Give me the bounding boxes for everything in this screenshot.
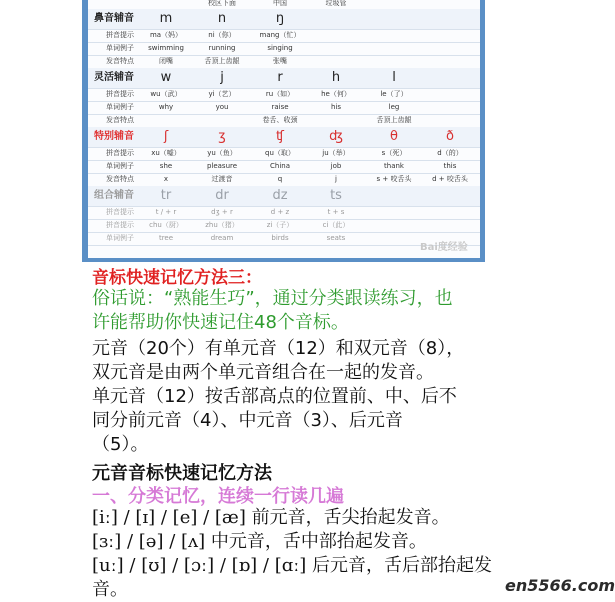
- body-line: （5）。: [92, 434, 149, 455]
- phonetic-symbol: j: [220, 70, 224, 85]
- table-cell: yu（鱼）: [207, 149, 237, 157]
- phonetic-symbol: l: [392, 70, 396, 85]
- group-label: 特别辅音: [94, 131, 134, 142]
- phonetic-symbol: w: [160, 70, 172, 85]
- table-cell: s（死）: [381, 149, 407, 157]
- vowel-line: [ɜː] / [ə] / [ʌ] 中元音，舌中部抬起发音。: [92, 531, 427, 552]
- row-label: 发音特点: [106, 175, 134, 183]
- heading-method-three: 音标快速记忆方法三：: [92, 268, 262, 288]
- table-row: [88, 114, 480, 128]
- group-label: 鼻音辅音: [94, 13, 134, 24]
- group-label: 灵活辅音: [94, 72, 134, 83]
- table-cell: tree: [158, 234, 174, 242]
- row-label: 拼音提示: [106, 208, 134, 216]
- table-cell: China: [270, 162, 290, 170]
- row-label: 发音特点: [106, 116, 134, 124]
- table-row: [88, 160, 480, 174]
- vowel-line: [iː] / [ɪ] / [e] / [æ] 前元音，舌尖抬起发音。: [92, 507, 450, 528]
- phonetic-symbol: ʤ: [329, 129, 343, 144]
- table-cell: job: [330, 162, 342, 170]
- table-cell: dʒ + r: [211, 208, 233, 216]
- table-cell: xu（嘘）: [151, 149, 181, 157]
- row-label: 单词例子: [106, 103, 134, 111]
- table-cell: 闭嘴: [159, 57, 173, 65]
- phonetic-symbol: h: [331, 70, 341, 85]
- site-logo[interactable]: en5566.com: [505, 576, 615, 595]
- phonetic-table: [88, 0, 480, 258]
- table-cell: mang（忙）: [259, 31, 301, 39]
- phonetic-symbol: ʧ: [276, 129, 284, 144]
- table-cell: 过渡音: [211, 175, 233, 183]
- phonetic-symbol: dr: [215, 188, 229, 203]
- table-cell: ru（如）: [265, 90, 295, 98]
- table-cell: t + s: [327, 208, 345, 216]
- table-row: [88, 101, 480, 115]
- row-label: 单词例子: [106, 234, 134, 242]
- table-cell: you: [215, 103, 229, 111]
- phonetic-symbol: tr: [160, 188, 172, 203]
- subheading-classify: 一、分类记忆，连续一行读几遍: [92, 486, 344, 507]
- table-cell: zi（子）: [266, 221, 294, 229]
- table-cell: t / + r: [155, 208, 177, 216]
- proverb-line: 俗话说：“熟能生巧”，通过分类跟读练习，也: [92, 288, 453, 309]
- phonetic-symbol: θ: [390, 129, 398, 144]
- phonetic-symbol: m: [159, 11, 173, 26]
- table-row: [88, 173, 480, 187]
- vowel-intro-paragraph: [92, 337, 590, 457]
- table-cell: his: [330, 103, 342, 111]
- baidu-watermark: Bai度经验: [420, 242, 468, 253]
- symbol-row: [88, 186, 480, 207]
- body-line: 单元音（12）按舌部高点的位置前、中、后不: [92, 386, 457, 407]
- table-cell: d + 咬舌头: [432, 175, 468, 183]
- table-cell: chu（厨）: [149, 221, 183, 229]
- table-cell: leg: [388, 103, 400, 111]
- proverb-line: 许能帮助你快速记住48个音标。: [92, 312, 349, 333]
- vowel-line: [uː] / [ʊ] / [ɔː] / [ɒ] / [ɑː] 后元音，舌后部抬起发: [92, 555, 493, 576]
- phonetic-symbol: r: [277, 70, 283, 85]
- row-label: 拼音提示: [106, 90, 134, 98]
- table-row: [88, 88, 480, 102]
- phonetic-symbol: n: [217, 11, 227, 26]
- table-cell: d（的）: [437, 149, 463, 157]
- symbol-row: [88, 127, 480, 148]
- table-cell: ju（举）: [322, 149, 350, 157]
- phonetic-symbol: dz: [272, 188, 288, 203]
- body-line: 同分前元音（4）、中元音（3）、后元音: [92, 410, 403, 431]
- body-line: 双元音是由两个单元音组合在一起的发音。: [92, 362, 434, 383]
- table-row: [88, 55, 480, 69]
- table-row: [88, 42, 480, 56]
- table-cell: x: [163, 175, 169, 183]
- table-cell: zhu（猪）: [205, 221, 239, 229]
- table-cell: 舌顶上齿龈: [204, 57, 240, 65]
- row-label: 单词例子: [106, 162, 134, 170]
- table-cell: ni（你）: [208, 31, 236, 39]
- table-cell: this: [443, 162, 457, 170]
- phonetic-symbol: ts: [330, 188, 342, 203]
- table-row: [88, 29, 480, 43]
- table-cell: wu（武）: [150, 90, 182, 98]
- table-cell: swimming: [148, 44, 184, 52]
- table-cell: dream: [210, 234, 234, 242]
- table-cell: singing: [267, 44, 293, 52]
- row-label: 拼音提示: [106, 221, 134, 229]
- table-cell: 中国: [273, 0, 287, 7]
- table-cell: j: [335, 175, 337, 183]
- phonetic-symbol: ð: [446, 129, 454, 144]
- body-line: 元音（20个）有单元音（12）和双元音（8），: [92, 338, 465, 359]
- table-cell: thank: [384, 162, 404, 170]
- symbol-row: [88, 9, 480, 30]
- phonetic-symbol: ʃ: [163, 129, 169, 144]
- table-cell: ci（此）: [322, 221, 350, 229]
- phonetic-symbol: ŋ: [275, 11, 285, 26]
- row-label: 发音特点: [106, 57, 134, 65]
- table-cell: qu（取）: [265, 149, 295, 157]
- table-cell: 校区下面: [208, 0, 236, 7]
- table-cell: birds: [271, 234, 289, 242]
- table-cell: 垃圾管: [325, 0, 347, 7]
- table-cell: he（何）: [321, 90, 351, 98]
- table-cell: raise: [271, 103, 289, 111]
- row-label: 单词例子: [106, 44, 134, 52]
- table-cell: le（了）: [380, 90, 408, 98]
- table-cell: d + z: [270, 208, 290, 216]
- proverb-paragraph: [92, 287, 590, 335]
- table-cell: pleasure: [206, 162, 238, 170]
- symbol-row: [88, 68, 480, 89]
- row-label: 拼音提示: [106, 31, 134, 39]
- table-cell: q: [277, 175, 283, 183]
- table-cell: running: [208, 44, 236, 52]
- table-cell: 卷舌、收颈: [262, 116, 298, 124]
- phonetic-symbol: ʒ: [218, 129, 226, 144]
- table-cell: 张嘴: [273, 57, 287, 65]
- group-label: 组合辅音: [94, 190, 134, 201]
- table-row: [88, 219, 480, 233]
- table-row: [88, 206, 480, 220]
- row-label: 拼音提示: [106, 149, 134, 157]
- vowel-line: 音。: [92, 579, 128, 600]
- table-cell: 舌顶上齿龈: [376, 116, 412, 124]
- table-cell: why: [158, 103, 174, 111]
- table-cell: s + 咬舌头: [376, 175, 412, 183]
- table-cell: ma（妈）: [149, 31, 183, 39]
- table-cell: seats: [326, 234, 346, 242]
- heading-vowel-method: 元音音标快速记忆方法: [92, 463, 272, 484]
- table-cell: yi（艺）: [208, 90, 236, 98]
- table-row: [88, 147, 480, 161]
- table-cell: she: [159, 162, 173, 170]
